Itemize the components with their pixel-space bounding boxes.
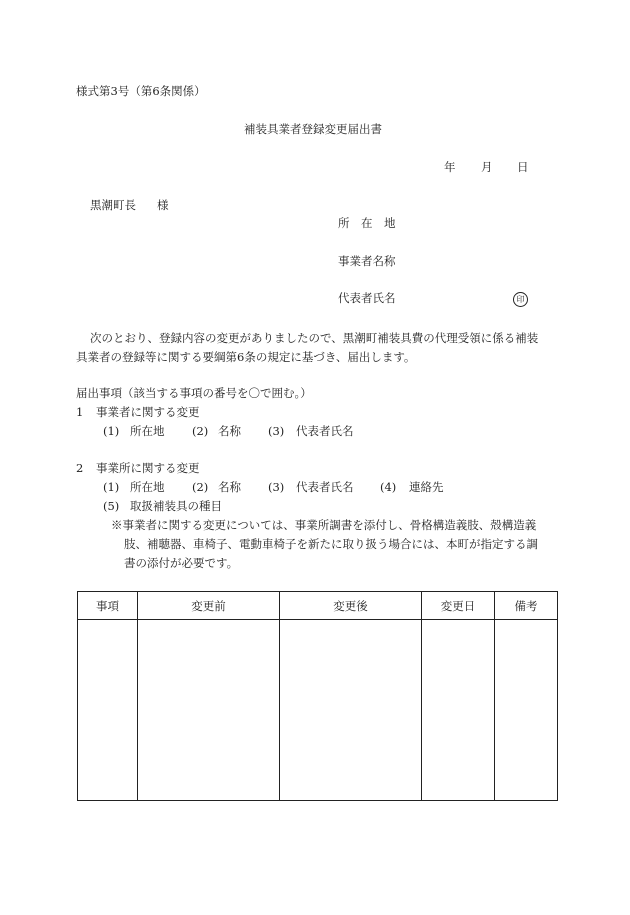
section1-number: 1 bbox=[76, 405, 84, 419]
section1-option3-label: 代表者氏名 bbox=[296, 424, 354, 438]
location-label: 所 在 地 bbox=[338, 216, 396, 230]
section2-number: 2 bbox=[76, 461, 84, 475]
note-line3: 書の添付が必要です。 bbox=[124, 556, 239, 570]
header-before: 変更前 bbox=[138, 592, 280, 620]
items-heading: 届出事項（該当する事項の番号を〇で囲む。） bbox=[76, 386, 312, 400]
seal-icon: 印 bbox=[513, 292, 528, 307]
section2-option5-num: (5) bbox=[103, 499, 120, 513]
cell-remarks[interactable] bbox=[495, 620, 558, 801]
addressee-name: 黒潮町長 bbox=[90, 198, 136, 212]
document-title: 補装具業者登録変更届出書 bbox=[244, 122, 382, 136]
body-text-line2: 具業者の登録等に関する要綱第6条の規定に基づき、届出します。 bbox=[76, 350, 416, 364]
header-date: 変更日 bbox=[422, 592, 495, 620]
section2-option4-label: 連絡先 bbox=[409, 480, 444, 494]
section2-option3-num: (3) bbox=[268, 480, 285, 494]
date-month: 月 bbox=[481, 160, 493, 174]
section2-option2-num: (2) bbox=[192, 480, 209, 494]
section1-title: 事業者に関する変更 bbox=[96, 405, 200, 419]
date-year: 年 bbox=[444, 160, 456, 174]
section2-title: 事業所に関する変更 bbox=[96, 461, 200, 475]
section2-option1-label: 所在地 bbox=[130, 480, 165, 494]
header-remarks: 備考 bbox=[495, 592, 558, 620]
section1-option1-num: (1) bbox=[103, 424, 120, 438]
representative-label: 代表者氏名 bbox=[338, 291, 396, 305]
table-row bbox=[78, 620, 558, 801]
section2-option2-label: 名称 bbox=[218, 480, 241, 494]
cell-before[interactable] bbox=[138, 620, 280, 801]
note-line1: ※事業者に関する変更については、事業所調書を添付し、骨格構造義肢、殻構造義 bbox=[111, 518, 537, 532]
section2-option4-num: (4) bbox=[380, 480, 397, 494]
cell-date[interactable] bbox=[422, 620, 495, 801]
cell-item[interactable] bbox=[78, 620, 138, 801]
section1-option2-label: 名称 bbox=[218, 424, 241, 438]
note-line2: 肢、補聴器、車椅子、電動車椅子を新たに取り扱う場合には、本町が指定する調 bbox=[124, 537, 538, 551]
section2-option3-label: 代表者氏名 bbox=[296, 480, 354, 494]
header-item: 事項 bbox=[78, 592, 138, 620]
header-after: 変更後 bbox=[280, 592, 422, 620]
section1-option1-label: 所在地 bbox=[130, 424, 165, 438]
addressee-honorific: 様 bbox=[157, 198, 169, 212]
section1-option3-num: (3) bbox=[268, 424, 285, 438]
body-text-line1: 次のとおり、登録内容の変更がありましたので、黒潮町補装具費の代理受領に係る補装 bbox=[90, 331, 539, 345]
section1-option2-num: (2) bbox=[192, 424, 209, 438]
form-number: 様式第3号（第6条関係） bbox=[76, 84, 206, 98]
table-header-row bbox=[78, 592, 558, 620]
date-day: 日 bbox=[517, 160, 529, 174]
section2-option1-num: (1) bbox=[103, 480, 120, 494]
cell-after[interactable] bbox=[280, 620, 422, 801]
section2-option5-label: 取扱補装具の種目 bbox=[130, 499, 222, 513]
business-name-label: 事業者名称 bbox=[338, 254, 396, 268]
change-records-table bbox=[77, 591, 558, 801]
